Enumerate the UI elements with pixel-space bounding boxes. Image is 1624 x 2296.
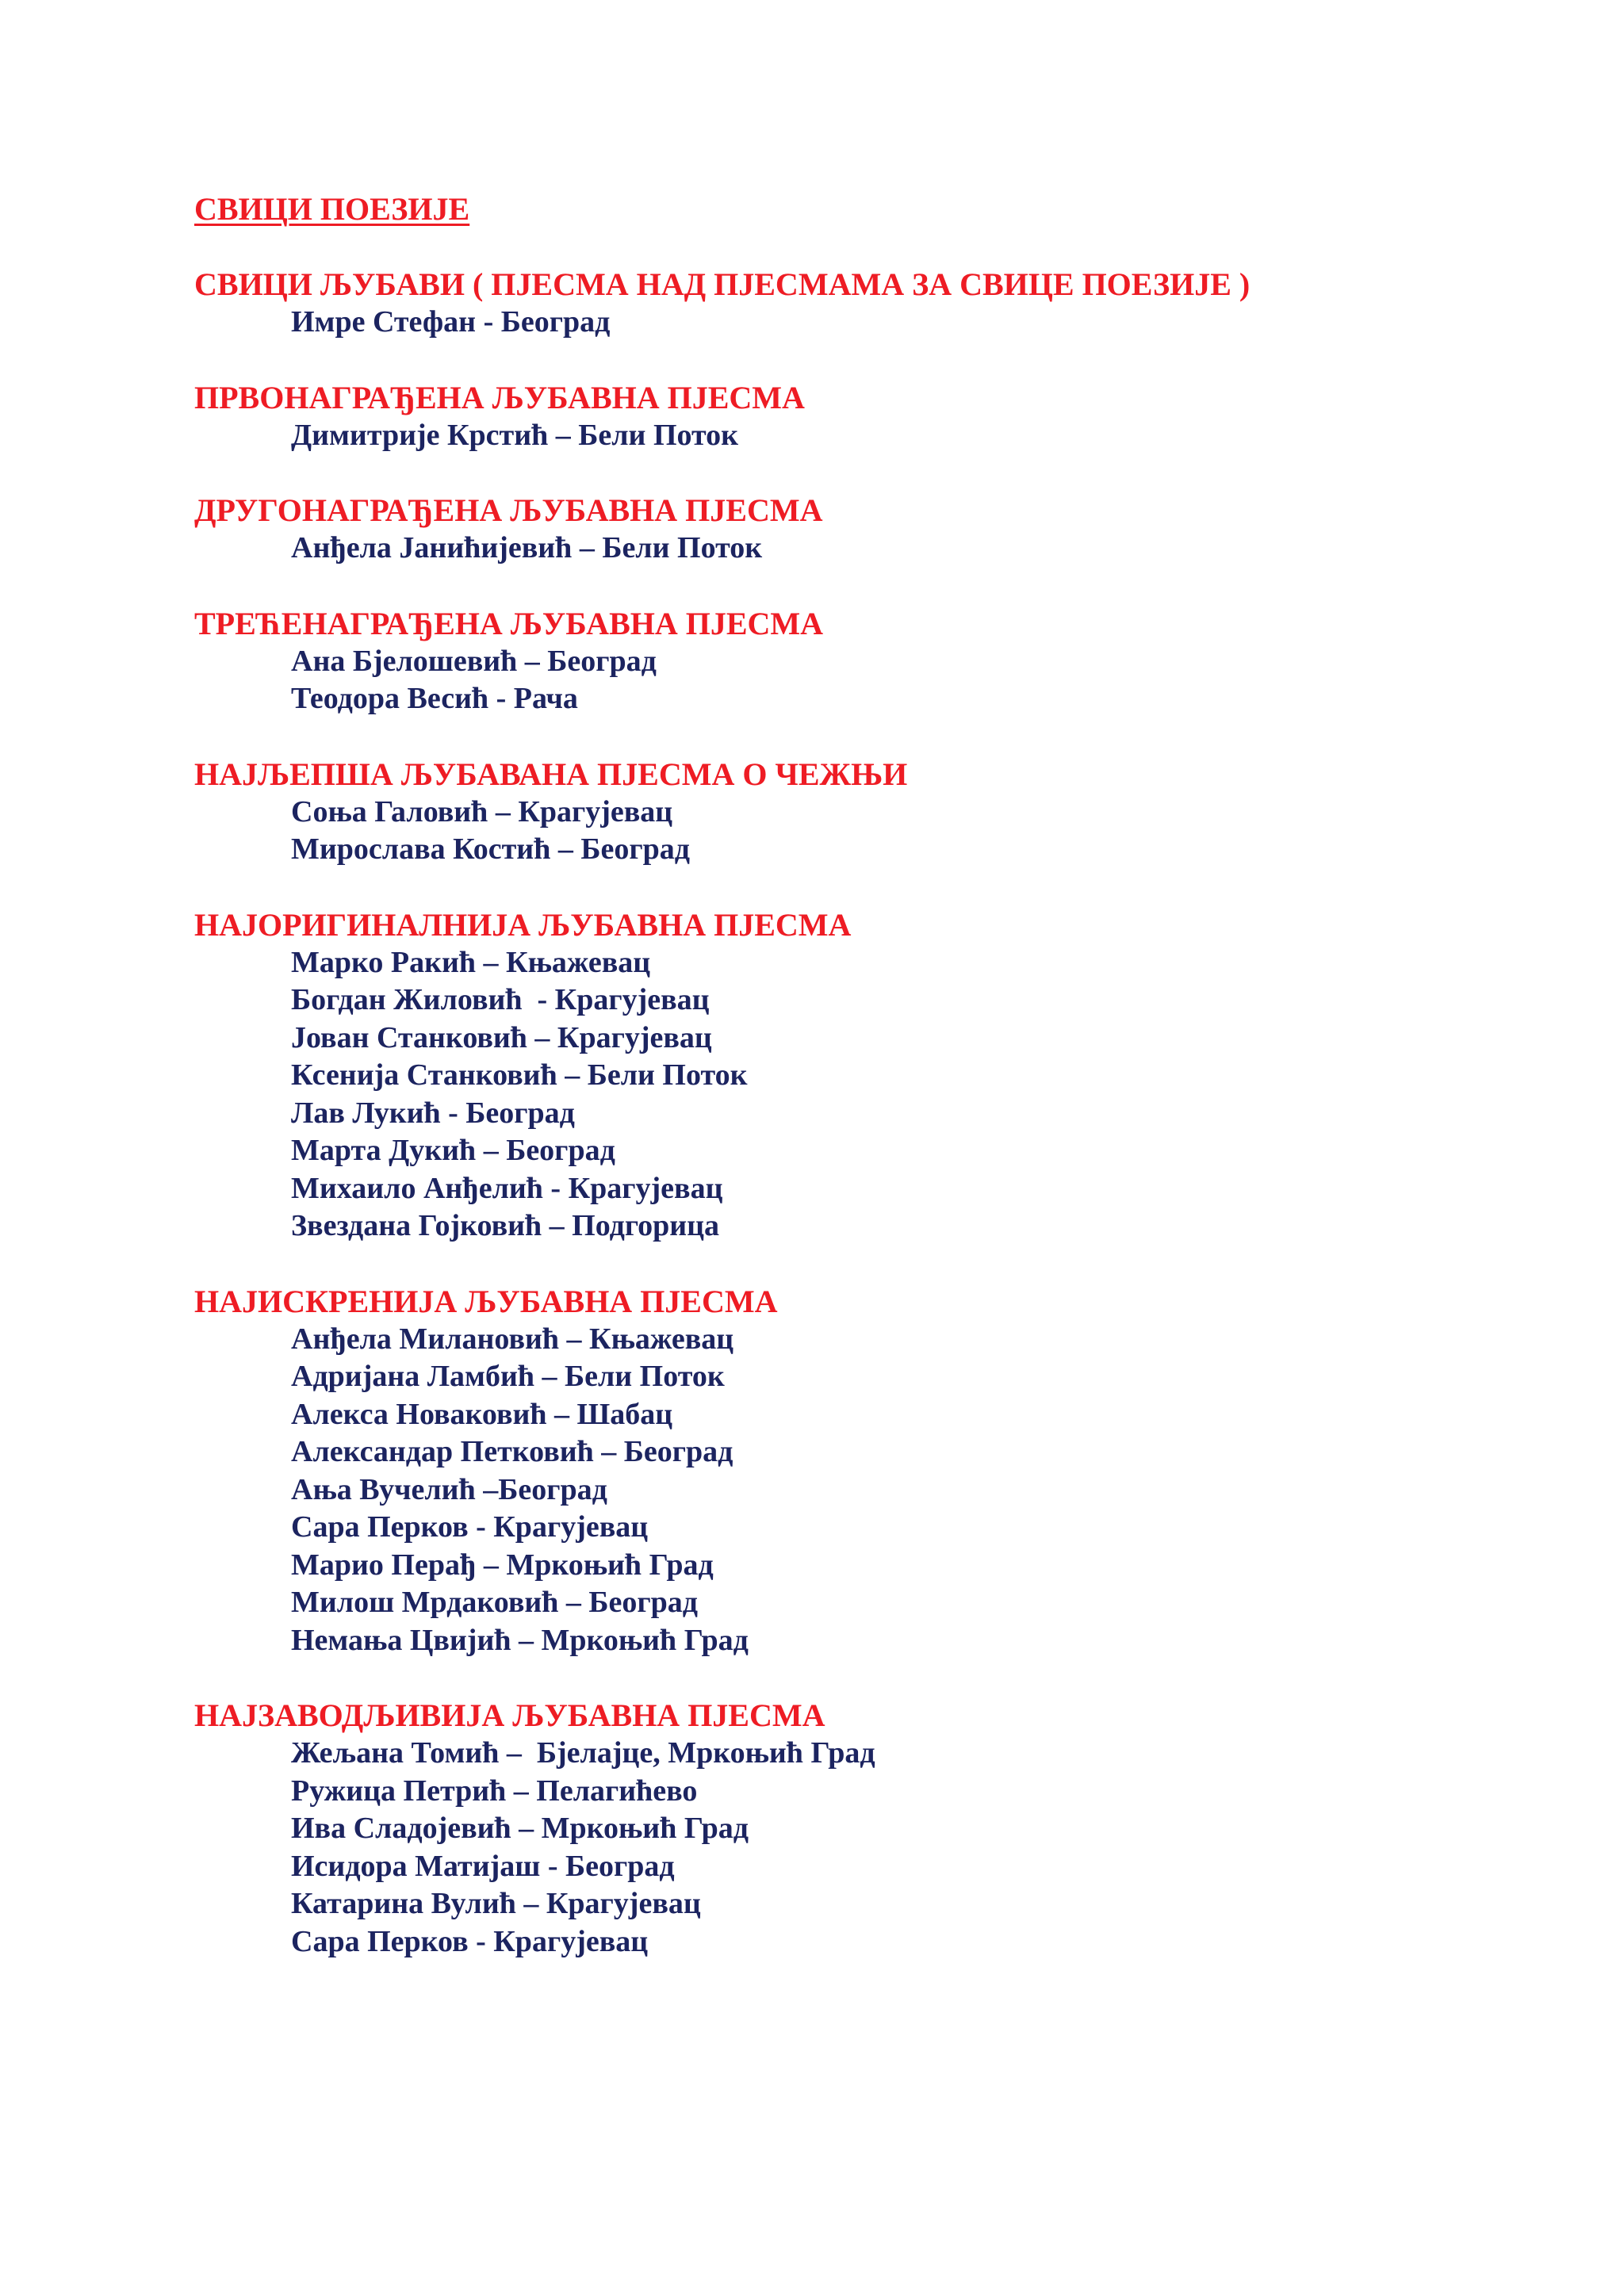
winner-entry: Богдан Жиловић - Крагујевац <box>291 983 710 1016</box>
winner-entry: Сара Перков - Крагујевац <box>291 1924 649 1958</box>
section-heading: СВИЦИ ЉУБАВИ ( ПЈЕСМА НАД ПЈЕСМАМА ЗА СВИЦЕ ПОЕЗИЈЕ ) <box>194 266 1251 302</box>
winner-entry: Теодора Весић - Рача <box>291 682 578 715</box>
document-page <box>194 190 1590 1961</box>
award-section <box>194 605 1590 718</box>
section-heading: ТРЕЋЕНАГРАЂЕНА ЉУБАВНА ПЈЕСМА <box>194 605 824 641</box>
winner-entry: Имре Стефан - Београд <box>291 305 611 339</box>
winner-entry: Ива Сладојевић – Мркоњић Град <box>291 1812 749 1845</box>
award-section <box>194 1697 1590 1961</box>
winner-entry: Анђела Јанићијевић – Бели Поток <box>291 531 763 564</box>
winner-entry: Анђела Милановић – Књажевац <box>291 1322 734 1356</box>
award-section <box>194 266 1590 342</box>
award-sections <box>194 266 1590 1961</box>
winner-entry: Марко Ракић – Књажевац <box>291 945 651 979</box>
award-section <box>194 906 1590 1246</box>
winner-entry: Ана Бјелошевић – Београд <box>291 644 657 678</box>
award-section <box>194 379 1590 455</box>
award-section <box>194 492 1590 568</box>
winner-entry: Сара Перков - Крагујевац <box>291 1510 649 1544</box>
section-heading: НАЈЗАВОДЉИВИЈА ЉУБАВНА ПЈЕСМА <box>194 1697 825 1733</box>
winner-entry: Јован Станковић – Крагујевац <box>291 1020 712 1054</box>
winner-entry: Димитрије Крстић – Бели Поток <box>291 418 739 452</box>
winner-entry: Александар Петковић – Београд <box>291 1435 733 1468</box>
winner-entry: Ксенија Станковић – Бели Поток <box>291 1058 748 1092</box>
document-title: СВИЦИ ПОЕЗИЈЕ <box>194 191 470 227</box>
winner-entry: Алекса Новаковић – Шабац <box>291 1397 673 1431</box>
winner-entry: Лав Лукић - Београд <box>291 1096 575 1130</box>
winner-entry: Катарина Вулић – Крагујевац <box>291 1887 701 1920</box>
section-heading: НАЈОРИГИНАЛНИЈА ЉУБАВНА ПЈЕСМА <box>194 906 852 943</box>
winner-entry: Милош Мрдаковић – Београд <box>291 1586 698 1619</box>
winner-entry: Исидора Матијаш - Београд <box>291 1849 675 1883</box>
winner-entry: Звездана Гојковић – Подгорица <box>291 1209 720 1242</box>
winner-entry: Немања Цвијић – Мркоњић Град <box>291 1623 749 1657</box>
winner-entry: Ања Вучелић –Београд <box>291 1472 607 1506</box>
section-heading: ДРУГОНАГРАЂЕНА ЉУБАВНА ПЈЕСМА <box>194 492 823 528</box>
winner-entry: Марта Дукић – Београд <box>291 1134 615 1167</box>
winner-entry: Ружица Петрић – Пелагићево <box>291 1774 698 1808</box>
winner-entry: Соња Галовић – Крагујевац <box>291 794 673 828</box>
award-section <box>194 756 1590 869</box>
section-heading: НАЈИСКРЕНИЈА ЉУБАВНА ПЈЕСМА <box>194 1283 778 1319</box>
section-heading: НАЈЉЕПША ЉУБАВАНА ПЈЕСМА О ЧЕЖЊИ <box>194 756 908 792</box>
winner-entry: Адријана Ламбић – Бели Поток <box>291 1360 725 1393</box>
winner-entry: Жељана Томић – Бјелајце, Мркоњић Град <box>291 1736 875 1770</box>
winner-entry: Михаило Анђелић - Крагујевац <box>291 1171 723 1205</box>
winner-entry: Мирослава Костић – Београд <box>291 832 690 866</box>
section-heading: ПРВОНАГРАЂЕНА ЉУБАВНА ПЈЕСМА <box>194 379 805 415</box>
award-section <box>194 1283 1590 1660</box>
winner-entry: Марио Перађ – Мркоњић Град <box>291 1548 714 1582</box>
